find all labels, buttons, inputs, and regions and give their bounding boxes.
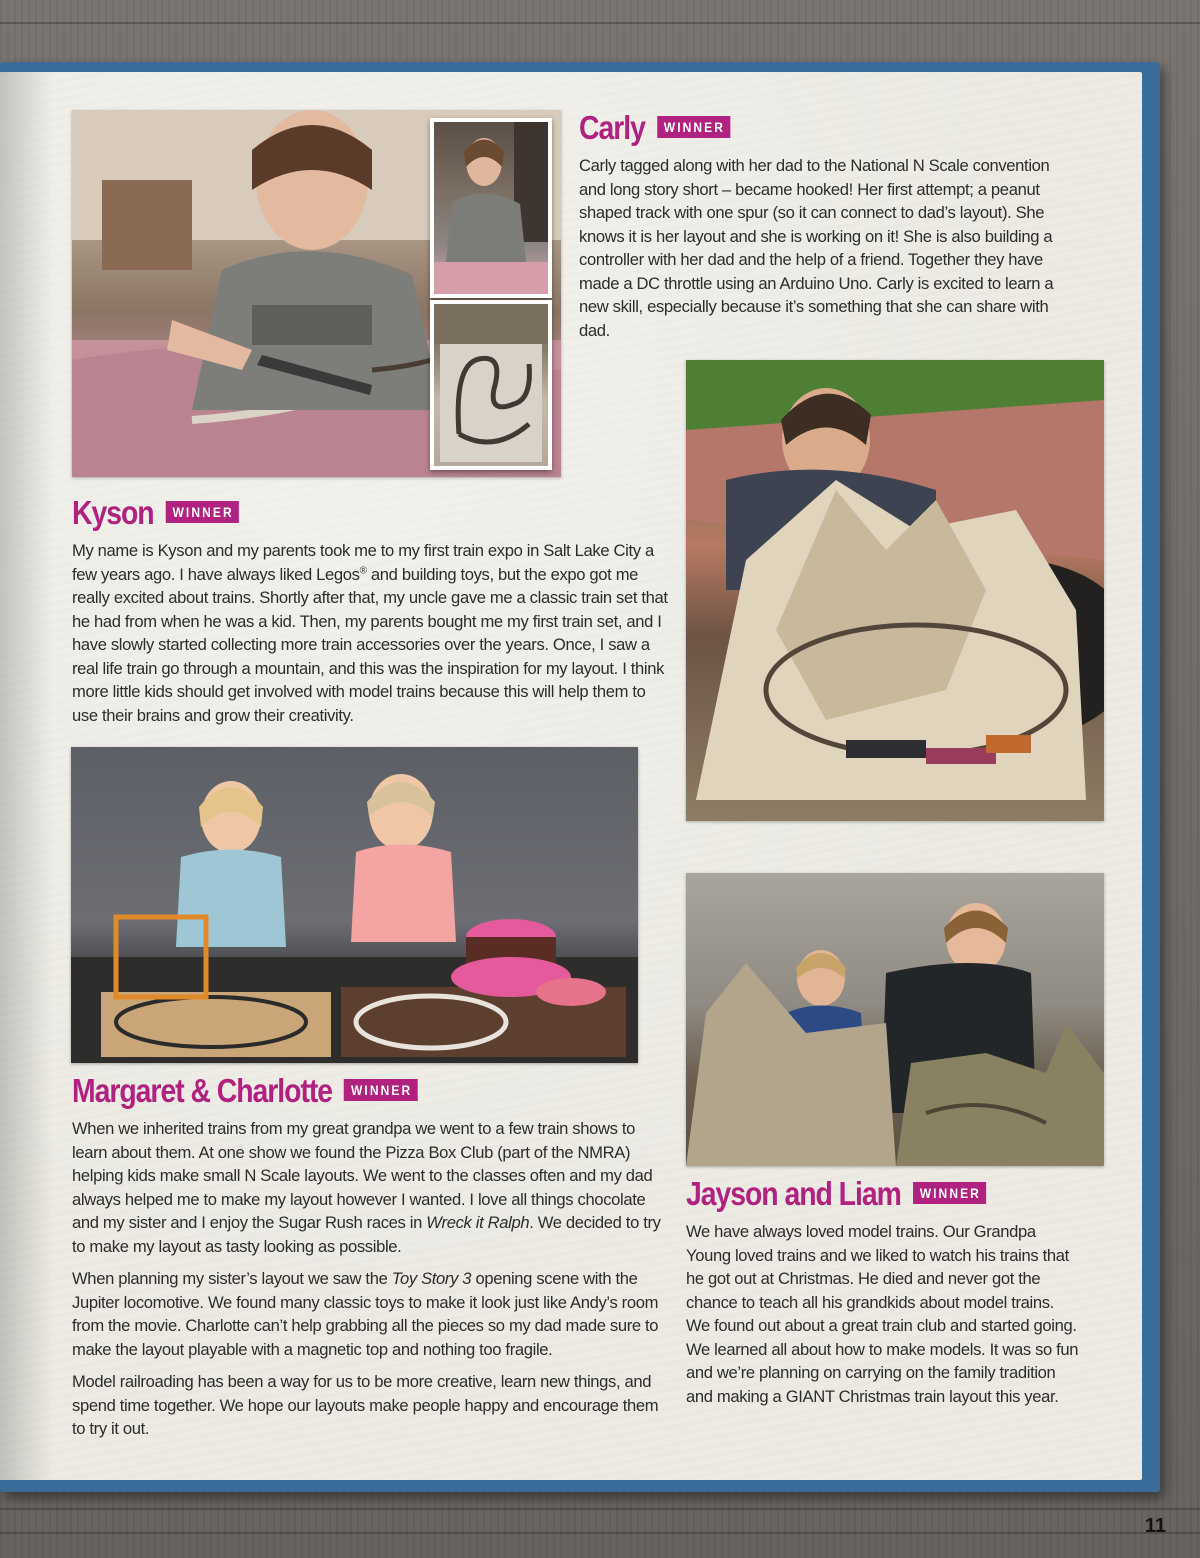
margaret-title	[72, 1074, 417, 1107]
jayson-paragraph: We have always loved model trains. Our Grandpa Young loved trains and we liked to watch his trains that he got out at Christmas. He died and never got the chance to teach all his grandkids about model trains. We found out about a great train club and started going. We learned all about how to make models. It was so fun and we’re planning on carrying on the family tradition and making a GIANT Christmas train layout this year.	[686, 1222, 1079, 1406]
carly-inset-top-art	[434, 122, 548, 294]
wood-grain	[0, 22, 1200, 24]
jayson-name: Jayson and Liam	[686, 1175, 901, 1212]
wood-grain	[0, 1532, 1200, 1534]
winner-badge: WINNER	[913, 1182, 986, 1204]
movie-title-toy-story: Toy Story 3	[391, 1269, 472, 1288]
margaret-name: Margaret & Charlotte	[72, 1072, 333, 1109]
carly-name: Carly	[579, 109, 645, 146]
kyson-text-a: My name is Kyson and my parents took me to my first train expo in Salt Lake City a few years ago. I have always liked Legos	[72, 541, 654, 584]
margaret-p1-b: . We decided to try to make my layout as tasty looking as possible.	[72, 1213, 661, 1256]
winner-badge: WINNER	[166, 501, 239, 523]
carly-paragraph: Carly tagged along with her dad to the National N Scale convention and long story short – became hooked! Her first attempt; a peanut shaped track with one spur (so it can connect to dad’s layout). She knows it is her layout and she is working on it! She is also building a controller with her dad and the help of a friend. Together they have made a DC throttle using an Arduino Uno. Carly is excited to learn a new skill, especially because it’s something that she can share with dad.	[579, 156, 1054, 340]
carly-title	[579, 111, 730, 144]
kyson-photo	[686, 360, 1104, 821]
carly-inset-bottom-art	[434, 304, 548, 466]
carly-inset-photo-top	[430, 118, 552, 298]
winner-badge: WINNER	[657, 116, 730, 138]
page-spine-shadow	[0, 72, 52, 1480]
margaret-charlotte-photo	[71, 747, 638, 1063]
kyson-paragraph	[72, 539, 672, 727]
jayson-text	[686, 1220, 1081, 1417]
kyson-title	[72, 496, 239, 529]
jayson-title	[686, 1177, 986, 1210]
carly-text	[579, 154, 1059, 351]
kyson-photo-art	[686, 360, 1104, 821]
margaret-p2-b: opening scene with the Jupiter locomotive. We found many classic toys to make it look just like Andy’s room from the movie. Charlotte can’t help grabbing all the pieces so my dad made sure to make the layout playable with a magnetic top and nothing too fragile.	[72, 1269, 659, 1359]
kyson-text	[72, 539, 672, 736]
page-number: 11	[1144, 1515, 1166, 1537]
jayson-liam-photo	[686, 873, 1104, 1166]
margaret-paragraph-1	[72, 1117, 672, 1258]
margaret-paragraph-2	[72, 1267, 672, 1361]
wood-grain	[0, 1508, 1200, 1510]
margaret-text	[72, 1117, 672, 1450]
carly-inset-photo-bottom	[430, 300, 552, 470]
jayson-photo-art	[686, 873, 1104, 1166]
margaret-p1-a: When we inherited trains from my great grandpa we went to a few train shows to learn about them. At one show we found the Pizza Box Club (part of the NMRA) helping kids make small N Scale layouts. We went to the classes often and my dad always helped me to make my layout however I wanted. I love all things chocolate and my sister and I enjoy the Sugar Rush races in	[72, 1119, 653, 1232]
movie-title-wreck-it-ralph: Wreck it Ralph	[426, 1213, 530, 1232]
margaret-p2-a: When planning my sister’s layout we saw the	[72, 1269, 392, 1288]
margaret-photo-art	[71, 747, 638, 1063]
kyson-text-b: and building toys, but the expo got me really excited about trains. Shortly after that, my uncle gave me a classic train set that he had from when he was a kid. Then, my parents bought me my first train set, and I have slowly started collecting more train accessories over the years. Once, I saw a real life train go through a mountain, and this was the inspiration for my layout. I think more little kids should get involved with model trains because this will help them to use their brains and grow their creativity.	[72, 564, 668, 725]
margaret-paragraph-3: Model railroading has been a way for us to be more creative, learn new things, and spend time together. We hope our layouts make people happy and encourage them to try it out.	[72, 1372, 659, 1438]
kyson-name: Kyson	[72, 494, 154, 531]
winner-badge: WINNER	[344, 1079, 417, 1101]
registered-mark: ®	[359, 564, 367, 576]
